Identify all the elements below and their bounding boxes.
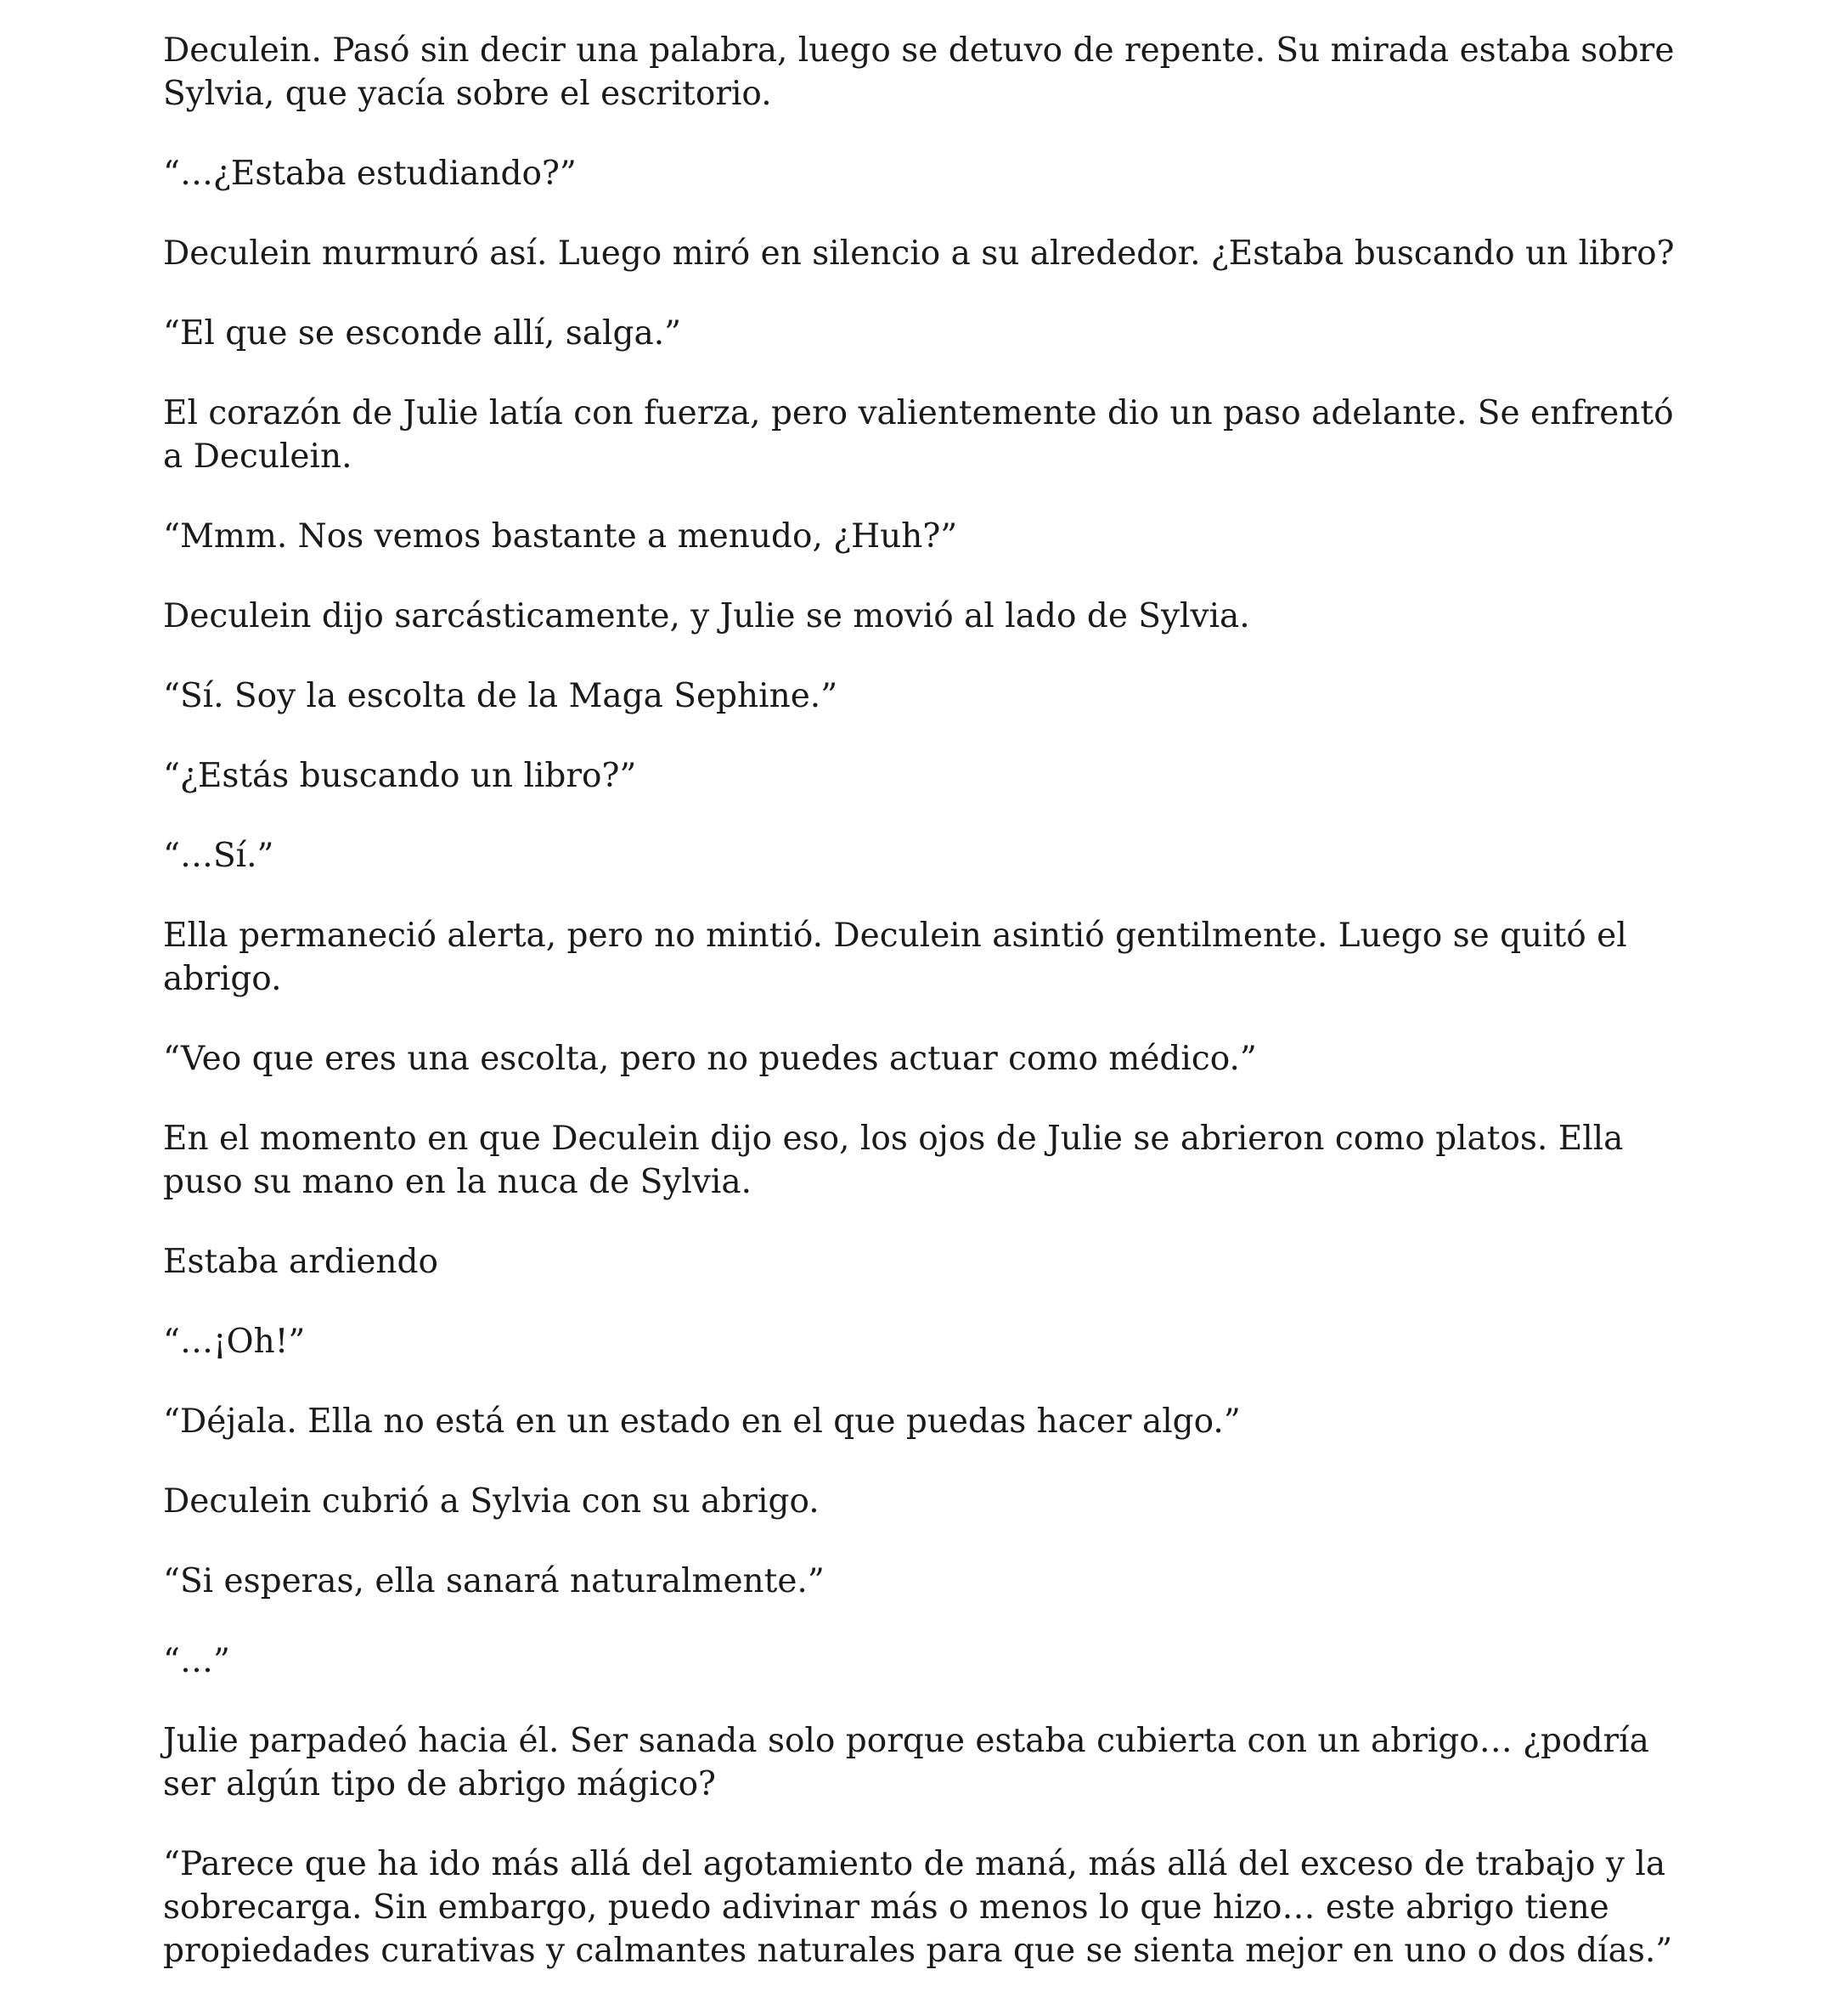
paragraph: “…Sí.” xyxy=(163,837,274,875)
paragraph: Deculein murmuró así. Luego miró en silencio a su alrededor. ¿Estaba buscando un libro? xyxy=(163,234,1675,273)
paragraph: “Sí. Soy la escolta de la Maga Sephine.” xyxy=(163,677,838,715)
paragraph: El corazón de Julie latía con fuerza, pero valientemente dio un paso adelante. Se enfrentó a Deculein. xyxy=(163,394,1674,476)
document-page xyxy=(163,29,1692,2009)
paragraph: “Mmm. Nos vemos bastante a menudo, ¿Huh?” xyxy=(163,517,958,556)
paragraph: Estaba ardiendo xyxy=(163,1243,438,1281)
paragraph: Deculein. Pasó sin decir una palabra, luego se detuvo de repente. Su mirada estaba sobre Sylvia, que yacía sobre el escritorio. xyxy=(163,31,1675,113)
paragraph: “…¿Estaba estudiando?” xyxy=(163,155,577,193)
paragraph: “Parece que ha ido más allá del agotamiento de maná, más allá del exceso de trabajo y la sobrecarga. Sin embargo, puedo adivinar más o menos lo que hizo… este abrigo tiene propiedades curativas y calmantes naturales para que se sienta mejor en uno o dos días.” xyxy=(163,1845,1673,1970)
paragraph: “Si esperas, ella sanará naturalmente.” xyxy=(163,1562,825,1600)
paragraph: “…” xyxy=(163,1642,230,1680)
paragraph: Ella permaneció alerta, pero no mintió. Deculein asintió gentilmente. Luego se quitó el abrigo. xyxy=(163,917,1627,998)
paragraph: Julie parpadeó hacia él. Ser sanada solo porque estaba cubierta con un abrigo… ¿podría ser algún tipo de abrigo mágico? xyxy=(163,1722,1649,1803)
paragraph: Deculein cubrió a Sylvia con su abrigo. xyxy=(163,1482,820,1521)
paragraph: “¿Estás buscando un libro?” xyxy=(163,757,637,795)
paragraph: “Déjala. Ella no está en un estado en el que puedas hacer algo.” xyxy=(163,1402,1241,1441)
paragraph: “…¡Oh!” xyxy=(163,1323,306,1361)
paragraph: Deculein dijo sarcásticamente, y Julie se movió al lado de Sylvia. xyxy=(163,597,1250,635)
paragraph: “Veo que eres una escolta, pero no puedes actuar como médico.” xyxy=(163,1040,1257,1078)
paragraph: En el momento en que Deculein dijo eso, los ojos de Julie se abrieron como platos. Ella puso su mano en la nuca de Sylvia. xyxy=(163,1120,1624,1201)
paragraph: “El que se esconde allí, salga.” xyxy=(163,314,682,353)
